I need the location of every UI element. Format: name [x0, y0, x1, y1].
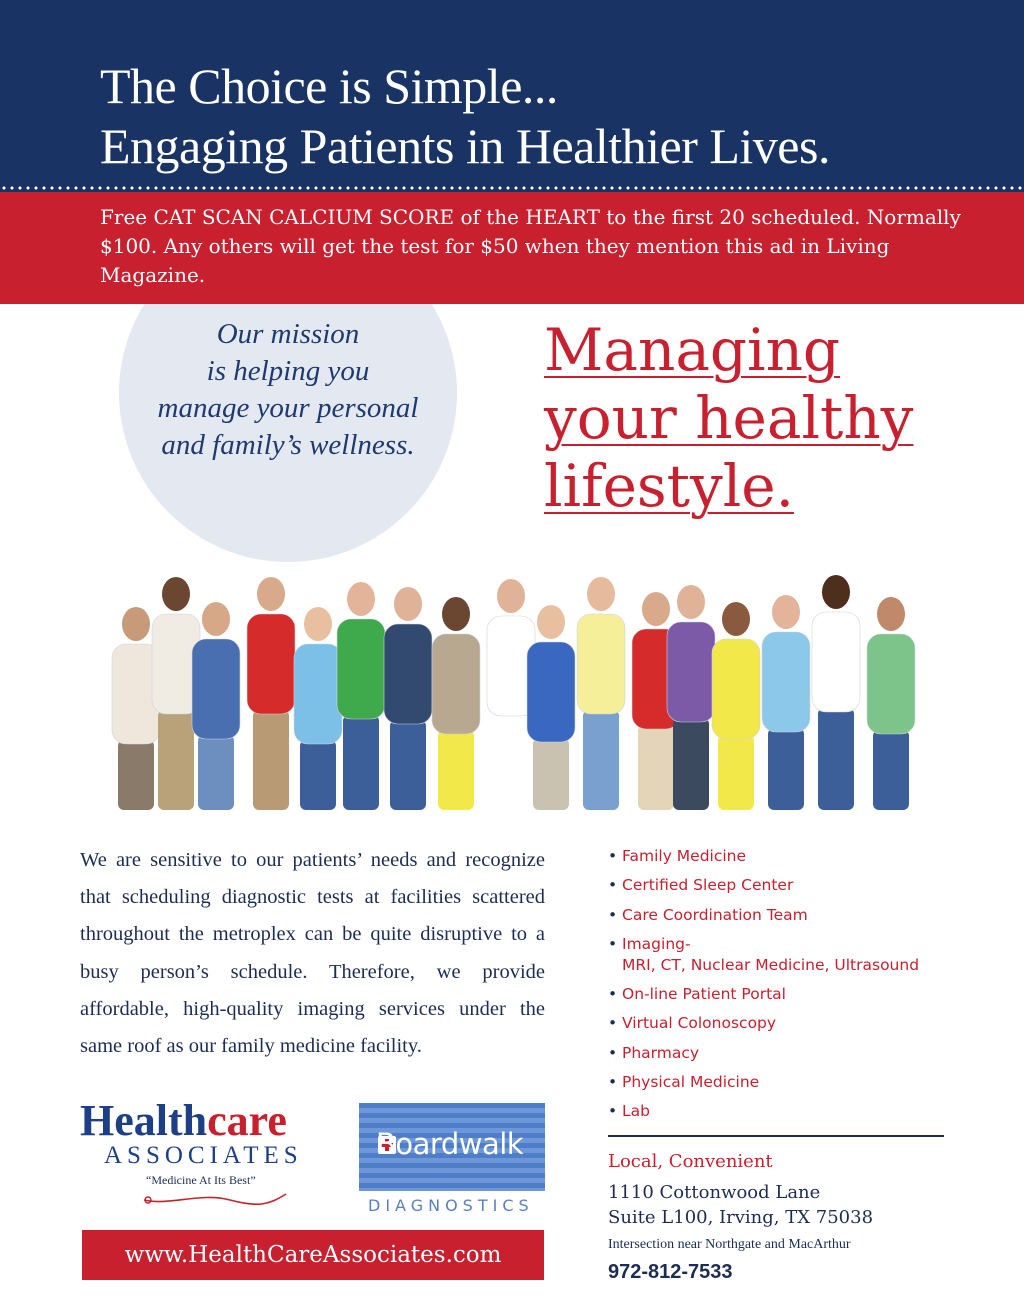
body-paragraph: We are sensitive to our patients’ needs and recognize that scheduling diagnostic tests at facilities scattered throughout the metroplex can be quite disruptive to a busy person’s schedule. Therefore, we provide affordable, high-quality imaging services under the same roof as our family medicine facility.	[80, 849, 545, 1058]
service-item: • Care Coordination Team	[608, 905, 968, 926]
person-legs	[118, 740, 154, 810]
healthcare-associates-logo	[80, 1096, 342, 1216]
person-torso	[762, 632, 810, 732]
person-torso	[812, 612, 860, 712]
tagline-line-2: your healthy	[544, 384, 914, 452]
website-link[interactable]: www.HealthCareAssociates.com	[124, 1242, 502, 1268]
person-torso	[432, 634, 480, 734]
service-item: • Lab	[608, 1101, 968, 1122]
location-heading: Local, Convenient	[608, 1151, 773, 1172]
group-photo	[96, 540, 946, 840]
person-torso	[294, 644, 342, 744]
person-torso	[192, 639, 240, 739]
boardwalk-diagnostics: DIAGNOSTICS	[368, 1196, 534, 1215]
person-legs	[673, 718, 709, 810]
hca-motto: “Medicine At Its Best”	[146, 1173, 256, 1187]
swoosh-icon	[140, 1188, 290, 1208]
promo-text: Free CAT SCAN CALCIUM SCORE of the HEART to the first 20 scheduled. Normally $100. Any others will get the test for $50 when they mention this ad in Living Magazine.	[100, 205, 961, 287]
tagline	[544, 316, 984, 520]
person-legs	[638, 725, 674, 810]
mission-statement	[150, 316, 426, 464]
person-head	[497, 579, 525, 613]
person-legs	[583, 710, 619, 810]
person-head	[304, 607, 332, 641]
person-head	[772, 595, 800, 629]
person-torso	[667, 622, 715, 722]
person-torso	[384, 624, 432, 724]
person-legs	[198, 735, 234, 810]
person-head	[162, 577, 190, 611]
person-legs	[343, 715, 379, 810]
person-head	[202, 602, 230, 636]
hca-associates-text: ASSOCIATES	[104, 1142, 303, 1169]
person-head	[587, 577, 615, 611]
person-legs	[493, 712, 529, 810]
person-head	[642, 592, 670, 626]
person-head	[394, 587, 422, 621]
service-item: • On-line Patient Portal	[608, 984, 968, 1005]
person-torso	[527, 642, 575, 742]
phone-number[interactable]: 972-812-7533	[608, 1261, 733, 1283]
person-legs	[768, 728, 804, 810]
tagline-line-1: Managing	[544, 316, 841, 384]
person-torso	[337, 619, 385, 719]
person-torso	[577, 614, 625, 714]
person-head	[877, 597, 905, 631]
person-torso	[247, 614, 295, 714]
hca-wordmark: Healthcare	[80, 1096, 287, 1145]
person-head	[122, 607, 150, 641]
mission-line-2: is helping you	[206, 355, 370, 387]
person-legs	[158, 710, 194, 810]
person-legs	[253, 710, 289, 810]
person-head	[722, 602, 750, 636]
person-legs	[438, 730, 474, 810]
mission-line-3: manage your personal	[157, 392, 419, 424]
person-torso	[712, 639, 760, 739]
service-imaging-detail: MRI, CT, Nuclear Medicine, Ultrasound	[622, 955, 920, 974]
person-head	[347, 582, 375, 616]
mission-line-1: Our mission	[216, 318, 360, 350]
headline	[100, 56, 830, 176]
intersection-note: Intersection near Northgate and MacArthur	[608, 1237, 851, 1252]
service-item: • Physical Medicine	[608, 1072, 968, 1093]
person-legs	[390, 720, 426, 810]
person-legs	[300, 740, 336, 810]
headline-line-2: Engaging Patients in Healthier Lives.	[100, 118, 830, 174]
service-item: • Family Medicine	[608, 846, 968, 867]
tagline-line-3: lifestyle.	[544, 452, 795, 520]
person-legs	[533, 738, 569, 810]
service-item: • Imaging- MRI, CT, Nuclear Medicine, Ultrasound	[608, 934, 968, 976]
location-divider	[608, 1135, 944, 1137]
services-list	[608, 846, 968, 1131]
service-item: • Virtual Colonoscopy	[608, 1013, 968, 1034]
person-legs	[718, 735, 754, 810]
dotted-divider	[0, 186, 1024, 190]
person-head	[442, 597, 470, 631]
person-head	[537, 605, 565, 639]
boardwalk-name: Boardwalk	[376, 1127, 524, 1161]
person-torso	[867, 634, 915, 734]
headline-line-1: The Choice is Simple...	[100, 58, 558, 114]
address-line-2: Suite L100, Irving, TX 75038	[608, 1207, 874, 1228]
person-legs	[818, 708, 854, 810]
mission-line-4: and family’s wellness.	[161, 429, 415, 461]
service-item: • Pharmacy	[608, 1043, 968, 1064]
person-head	[822, 575, 850, 609]
person-head	[677, 585, 705, 619]
person-head	[257, 577, 285, 611]
person-legs	[873, 730, 909, 810]
service-item: • Certified Sleep Center	[608, 875, 968, 896]
address-line-1: 1110 Cottonwood Lane	[608, 1182, 821, 1203]
